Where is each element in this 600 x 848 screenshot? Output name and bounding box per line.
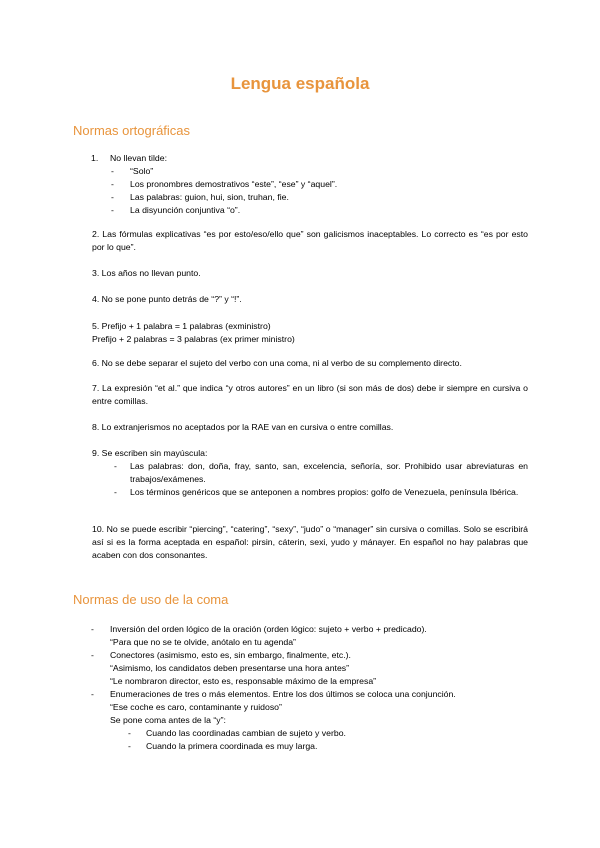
comma-item-1-example: “Para que no se te olvide, anótalo en tu agenda” [110, 637, 296, 647]
section-heading-ortografia: Normas ortográficas [73, 123, 191, 138]
bullet-dash: - [91, 624, 94, 634]
rule-1-sub-1: “Solo” [130, 166, 154, 176]
rule-9-bullet-1: Las palabras: don, doña, fray, santo, san, excelencia, señoría, sor. Prohibido usar abreviaturas en trabajos/exámenes. [130, 461, 528, 484]
bullet-dash: - [128, 728, 131, 738]
rule-1-sub-4: La disyunción conjuntiva “o”. [130, 205, 241, 215]
rule-6: 6. No se debe separar el sujeto del verbo con una coma, ni al verbo de su complemento directo. [92, 358, 462, 368]
rule-5-line-2: Prefijo + 2 palabras = 3 palabras (ex primer ministro) [92, 334, 295, 344]
bullet-dash: - [111, 192, 114, 202]
bullet-dash: - [111, 179, 114, 189]
rule-1-text: No llevan tilde: [110, 153, 167, 163]
bullet-dash: - [114, 461, 117, 471]
section-heading-coma: Normas de uso de la coma [73, 592, 229, 607]
comma-item-3-sub-2: Cuando la primera coordinada es muy larga. [146, 741, 318, 751]
rule-10: 10. No se puede escribir “piercing”, “catering”, “sexy”, “judo” o “manager” sin cursiva o comillas. Solo se escribirá así si es la forma aceptada en español: pirsin, cáterin, sexi, yudo y mánayer. En español no hay palabras que acaben con dos consonantes. [92, 524, 528, 560]
rule-9-bullet-2: Los términos genéricos que se anteponen a nombres propios: golfo de Venezuela, península Ibérica. [130, 487, 519, 497]
rule-3: 3. Los años no llevan punto. [92, 268, 201, 278]
bullet-dash: - [128, 741, 131, 751]
bullet-dash: - [111, 205, 114, 215]
rule-1-sub-3: Las palabras: guion, hui, sion, truhan, fie. [130, 192, 289, 202]
comma-item-2-example-2: “Le nombraron director, esto es, responsable máximo de la empresa” [110, 676, 377, 686]
document-title: Lengua española [230, 74, 370, 93]
bullet-dash: - [91, 650, 94, 660]
comma-item-3-example: “Ese coche es caro, contaminante y ruidoso” [110, 702, 282, 712]
rule-7: 7. La expresión “et al.” que indica “y otros autores” en un libro (si son más de dos) debe ir siempre en cursiva o entre comillas. [92, 383, 528, 406]
comma-item-3: Enumeraciones de tres o más elementos. Entre los dos últimos se coloca una conjunción. [110, 689, 456, 699]
rule-5-line-1: 5. Prefijo + 1 palabra = 1 palabras (exministro) [92, 321, 271, 331]
bullet-dash: - [111, 166, 114, 176]
rule-8: 8. Lo extranjerismos no aceptados por la RAE van en cursiva o entre comillas. [92, 422, 394, 432]
bullet-dash: - [91, 689, 94, 699]
rule-2: 2. Las fórmulas explicativas “es por esto/eso/ello que” son galicismos inaceptables. Lo correcto es “es por esto por lo que”. [92, 229, 528, 252]
comma-item-3-sub-1: Cuando las coordinadas cambian de sujeto y verbo. [146, 728, 346, 738]
comma-item-3-note: Se pone coma antes de la “y”: [110, 715, 226, 725]
comma-item-2-example-1: “Asimismo, los candidatos deben presentarse una hora antes” [110, 663, 350, 673]
rule-1-sub-2: Los pronombres demostrativos “este”, “ese” y “aquel”. [130, 179, 338, 189]
comma-item-1: Inversión del orden lógico de la oración (orden lógico: sujeto + verbo + predicado). [110, 624, 427, 634]
rule-9-text: 9. Se escriben sin mayúscula: [92, 448, 208, 458]
comma-item-2: Conectores (asimismo, esto es, sin embargo, finalmente, etc.). [110, 650, 351, 660]
list-number: 1. [91, 153, 99, 163]
bullet-dash: - [114, 487, 117, 497]
rule-4: 4. No se pone punto detrás de “?” y “!”. [92, 294, 242, 304]
